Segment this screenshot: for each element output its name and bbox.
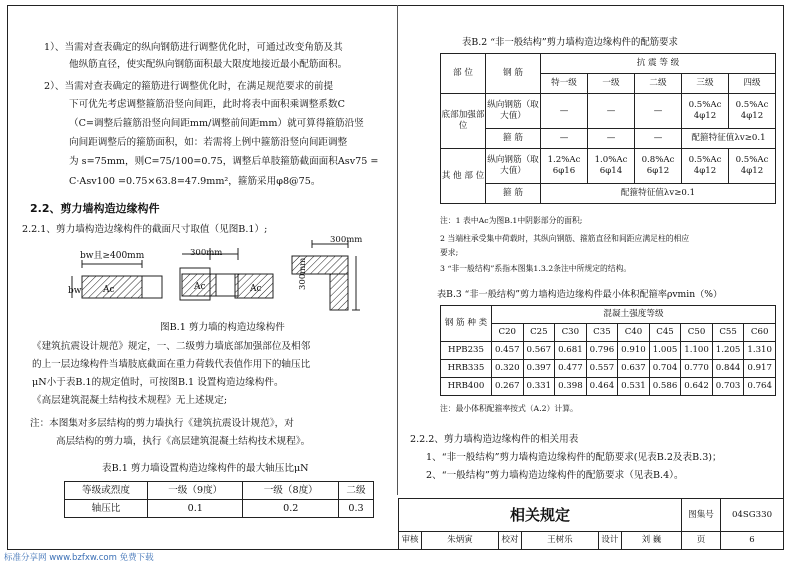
checker-name: 王树乐: [521, 532, 598, 550]
table-cell: 0.796: [586, 342, 618, 360]
table-row: [441, 378, 776, 396]
table-cell: 0.637: [618, 360, 650, 378]
table-cell: 0.397: [523, 360, 555, 378]
clause-2-2-2: 2.2.2、剪力墙构造边缘构件的相关用表: [410, 434, 579, 445]
table-cell: 三级: [682, 74, 729, 94]
table-cell: —: [541, 129, 588, 149]
table-cell: 其 他 部 位: [441, 149, 486, 204]
table-cell: 0.764: [744, 378, 776, 396]
table-cell: 0.320: [492, 360, 524, 378]
para2-line4: 向间距调整后的箍筋面积，如：若需将上例中箍筋沿竖向间距调整: [69, 137, 348, 148]
table-cell: HRB335: [441, 360, 492, 378]
fig-dim-300-c: 300mm: [298, 257, 308, 290]
table-row: [441, 184, 776, 204]
para3-line4: 《高层建筑混凝土结构技术规程》无上述规定;: [32, 395, 228, 406]
page-label: 页: [682, 532, 721, 550]
table-cell: HPB235: [441, 342, 492, 360]
table-cell: 0.844: [712, 360, 744, 378]
review-label: 审核: [399, 532, 422, 550]
table-cell: C25: [523, 324, 555, 342]
para2-line5: 为 s=75mm，则C=75/100=0.75，调整后单肢箍筋截面面积Asv75 =: [69, 156, 379, 167]
table-cell: 0.681: [555, 342, 587, 360]
table-cell: C20: [492, 324, 524, 342]
table-cell: 箍 筋: [486, 129, 541, 149]
table-cell: 四级: [729, 74, 776, 94]
note-line1: 注：本图集对多层结构的剪力墙执行《建筑抗震设计规范》，对: [30, 418, 294, 429]
table-row: [441, 360, 776, 378]
table-b2: [440, 53, 776, 204]
table-b1-title: 表B.1 剪力墙设置构造边缘构件的最大轴压比μN: [102, 463, 309, 474]
para2-line1: 2）、当需对查表确定的箍筋进行调整优化时，在满足规范要求的前提: [44, 81, 334, 92]
table-cell: 0.703: [712, 378, 744, 396]
table-cell: 0.910: [618, 342, 650, 360]
table-cell: —: [635, 94, 682, 129]
para3-line1: 《建筑抗震设计规范》规定，一、二级剪力墙底部加强部位及相邻: [32, 341, 311, 352]
design-label: 设计: [598, 532, 621, 550]
table-cell: C35: [586, 324, 618, 342]
table-cell: 二级: [635, 74, 682, 94]
reviewer-name: 朱炳寅: [422, 532, 499, 550]
table-cell: 一级（8度）: [243, 482, 338, 500]
table-cell: 一级: [588, 74, 635, 94]
table-row: [441, 129, 776, 149]
table-cell: —: [635, 129, 682, 149]
table-b3-title: 表B.3 “非一般结构”剪力墙构造边缘构件最小体积配箍率ρvmin（%）: [437, 289, 723, 300]
table-cell: 一级（9度）: [148, 482, 243, 500]
clause-2-2-1: 2.2.1、剪力墙构造边缘构件的截面尺寸取值（见图B.1）;: [22, 224, 268, 235]
table-cell: 0.567: [523, 342, 555, 360]
fig-end-wall: [142, 276, 162, 298]
table-cell: C45: [649, 324, 681, 342]
para1-line2: 他纵筋直径，使实配纵向钢筋面积最大限度地接近最小配筋面积。: [69, 59, 348, 70]
table-cell: 纵向钢筋（取大值）: [486, 94, 541, 129]
table-cell: 钢 筋: [486, 54, 541, 94]
table-cell: 0.917: [744, 360, 776, 378]
table-cell: C50: [681, 324, 713, 342]
b2-note-1: 注：1 表中Ac为图B.1中阴影部分的面积;: [440, 216, 583, 225]
para1-line1: 1）、当需对查表确定的纵向钢筋进行调整优化时，可通过改变角筋及其: [44, 42, 343, 53]
table-cell: 0.477: [555, 360, 587, 378]
para3-line2: 的上一层边缘构件当墙肢底截面在重力荷载代表值作用下的轴压比: [32, 359, 311, 370]
table-cell: 0.5%Ac 4φ12: [729, 94, 776, 129]
atlas-label: 图集号: [682, 499, 721, 532]
table-b3: [440, 305, 776, 396]
check-label: 校对: [498, 532, 521, 550]
para2-line3: （C=调整后箍筋沿竖向间距mm/调整前间距mm）就可算得箍筋沿竖: [69, 118, 364, 129]
table-cell: 0.398: [555, 378, 587, 396]
footer-watermark: 标准分享网 www.bzfxw.com 免费下载: [4, 553, 154, 563]
table-cell: 0.557: [586, 360, 618, 378]
note-line2: 高层结构的剪力墙，执行《高层建筑混凝土结构技术规程》。: [56, 436, 311, 447]
fig-bw-label: bw: [68, 286, 82, 296]
atlas-number: 04SG330: [721, 499, 784, 532]
table-cell: 钢 筋 种 类: [441, 306, 492, 342]
item-1: 1、“非一般结构”剪力墙构造边缘构件的配筋要求(见表B.2及表B.3)；: [426, 452, 722, 463]
table-cell: 部 位: [441, 54, 486, 94]
table-cell: 0.5%Ac 4φ12: [729, 149, 776, 184]
section-title: 2.2、剪力墙构造边缘构件: [30, 202, 160, 215]
fig-bw-note: bw且≥400mm: [80, 251, 145, 261]
b2-note-2b: 要求;: [440, 248, 459, 257]
table-cell: 0.3: [338, 500, 373, 518]
b2-note-2: 2 当端柱承受集中荷载时，其纵向钢筋、箍筋直径和间距应满足柱的相应: [440, 234, 690, 243]
table-cell: 0.5%Ac 4φ12: [682, 94, 729, 129]
fig-ac-label-3: Ac: [250, 284, 262, 294]
table-cell: 等级或烈度: [65, 482, 148, 500]
table-cell: 0.331: [523, 378, 555, 396]
table-row: [441, 94, 776, 129]
table-cell: 0.704: [649, 360, 681, 378]
table-cell: —: [588, 129, 635, 149]
table-cell: 抗 震 等 级: [541, 54, 776, 74]
table-cell: 纵向钢筋（取大值）: [486, 149, 541, 184]
para3-line3: μN小于表B.1的规定值时，可按图B.1 设置构造边缘构件。: [32, 377, 284, 388]
table-cell: 混凝土强度等级: [492, 306, 776, 324]
page-number: 6: [721, 532, 784, 550]
designer-name: 刘 巍: [621, 532, 681, 550]
para2-line2: 下可优先考虑调整箍筋沿竖向间距，此时将表中面积乘调整系数C: [69, 99, 345, 110]
table-cell: 1.2%Ac 6φ16: [541, 149, 588, 184]
table-cell: 配箍特征值λv≥0.1: [682, 129, 776, 149]
table-cell: C60: [744, 324, 776, 342]
fig-corner-hatch-side: [330, 274, 348, 310]
table-cell: 0.770: [681, 360, 713, 378]
table-cell: 1.100: [681, 342, 713, 360]
table-b2-title: 表B.2 “非一般结构”剪力墙构造边缘构件的配筋要求: [462, 37, 678, 48]
item-2: 2、“一般结构”剪力墙构造边缘构件的配筋要求（见表B.4）。: [426, 470, 684, 481]
table-cell: 箍 筋: [486, 184, 541, 204]
table-cell: 1.205: [712, 342, 744, 360]
table-cell: 配箍特征值λv≥0.1: [541, 184, 776, 204]
para2-line6: C·Asv100 =0.75×63.8=47.9mm²，箍筋采用φ8@75。: [69, 176, 321, 187]
table-cell: 0.267: [492, 378, 524, 396]
table-cell: 0.457: [492, 342, 524, 360]
table-cell: 1.0%Ac 6φ14: [588, 149, 635, 184]
fig-ac-label-2: Ac: [194, 282, 206, 292]
table-cell: 0.1: [148, 500, 243, 518]
table-cell: 0.8%Ac 6φ12: [635, 149, 682, 184]
table-cell: C30: [555, 324, 587, 342]
table-cell: HRB400: [441, 378, 492, 396]
table-cell: 1.005: [649, 342, 681, 360]
figure-caption: 图B.1 剪力墙的构造边缘构件: [160, 322, 285, 333]
table-cell: 底部加强部 位: [441, 94, 486, 149]
table-cell: 0.586: [649, 378, 681, 396]
fig-dim-300-a: 300mm: [190, 248, 223, 258]
table-b1: [64, 481, 374, 518]
table-cell: 1.310: [744, 342, 776, 360]
table-cell: C55: [712, 324, 744, 342]
table-cell: 0.2: [243, 500, 338, 518]
sheet-title: 相关规定: [399, 499, 682, 532]
table-row: [441, 342, 776, 360]
table-b1-header: [65, 482, 374, 500]
fig-ac-label-1: Ac: [103, 285, 115, 295]
table-cell: 二级: [338, 482, 373, 500]
table-cell: —: [588, 94, 635, 129]
b3-note: 注：最小体积配箍率按式（A.2）计算。: [440, 404, 578, 413]
table-cell: 0.642: [681, 378, 713, 396]
table-cell: 0.464: [586, 378, 618, 396]
b2-note-3: 3 “非一般结构”系指本图集1.3.2条注中所规定的结构。: [440, 264, 632, 273]
fig-dim-300-b: 300mm: [330, 235, 363, 245]
table-row: [65, 500, 374, 518]
table-cell: —: [541, 94, 588, 129]
table-cell: 特一级: [541, 74, 588, 94]
table-cell: C40: [618, 324, 650, 342]
title-block: [398, 498, 784, 550]
table-row: [441, 149, 776, 184]
table-cell: 0.531: [618, 378, 650, 396]
table-cell: 0.5%Ac 4φ12: [682, 149, 729, 184]
column-divider: [397, 5, 398, 495]
table-cell: 轴压比: [65, 500, 148, 518]
